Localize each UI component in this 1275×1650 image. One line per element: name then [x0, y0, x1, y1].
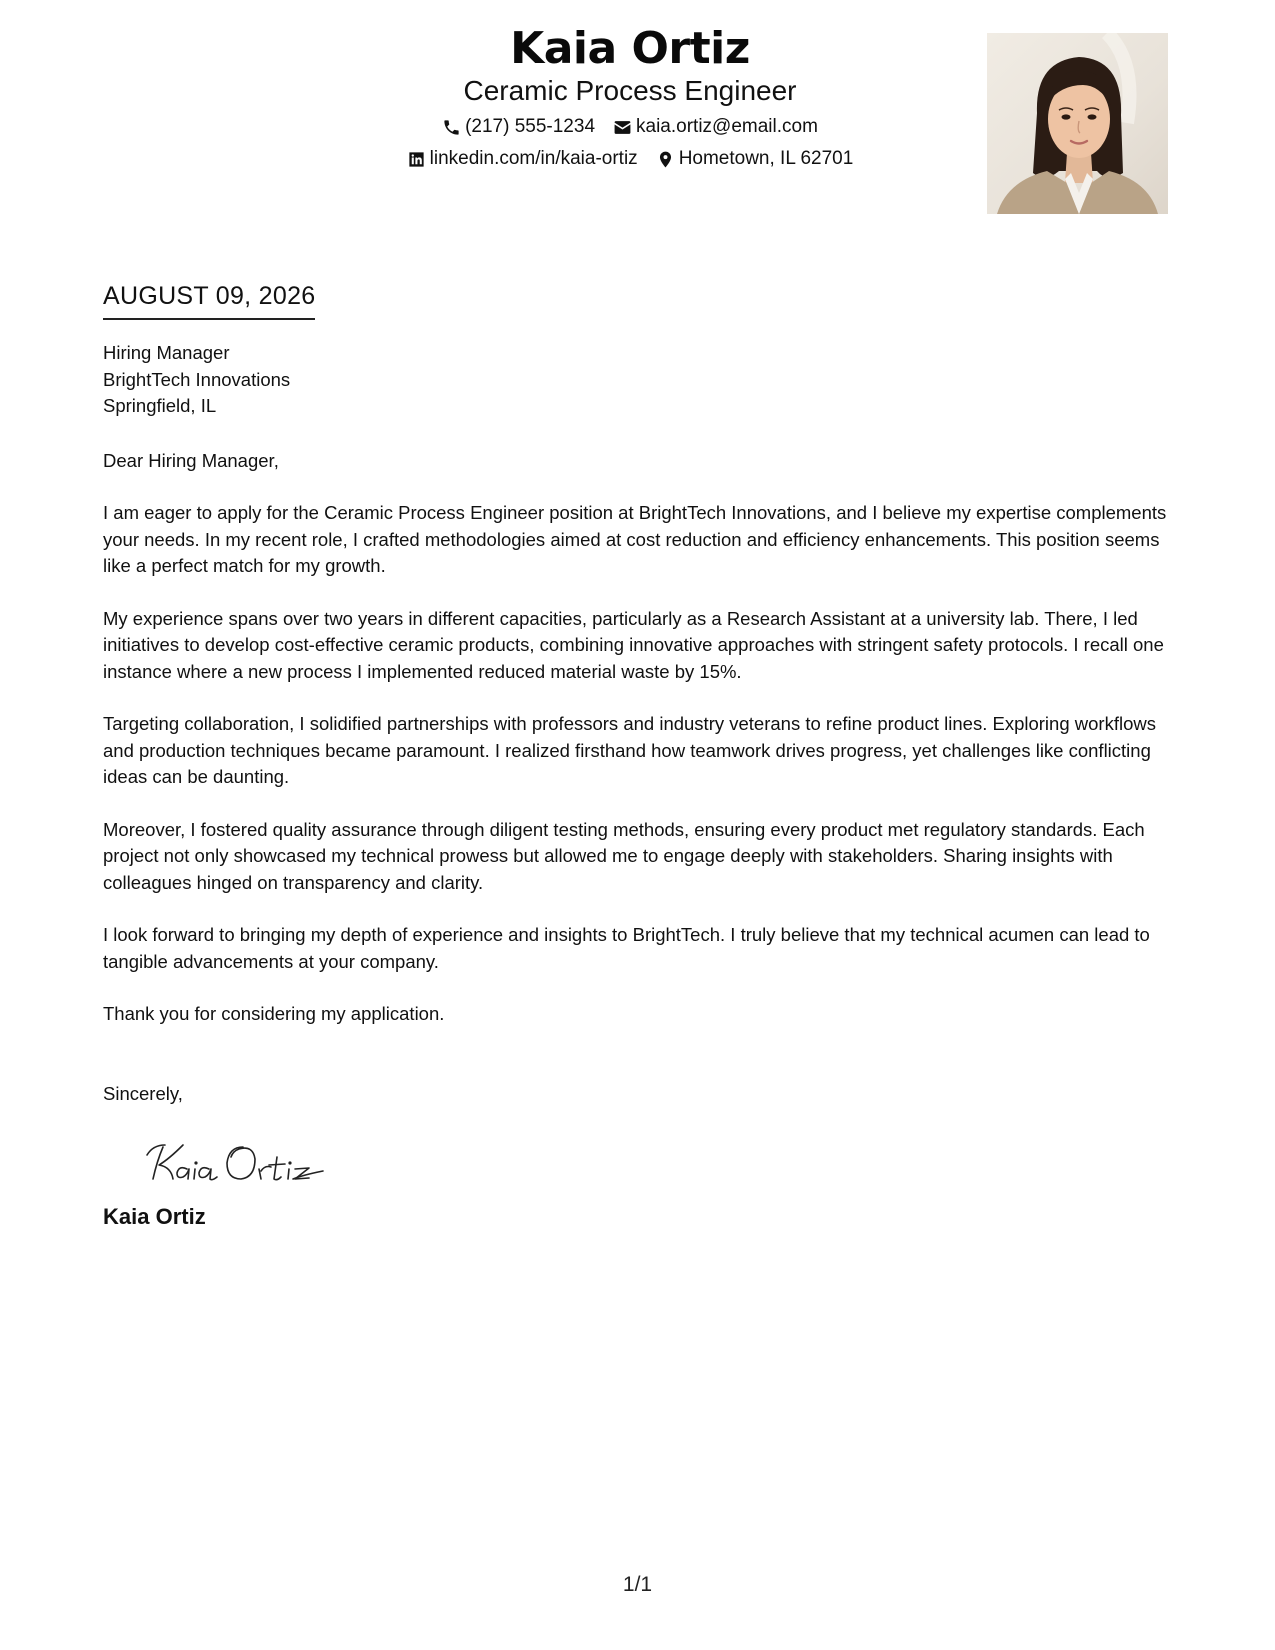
email-text: kaia.ortiz@email.com	[636, 116, 818, 137]
closing: Sincerely,	[103, 1082, 183, 1104]
recipient-block	[103, 340, 1178, 420]
body-paragraph: I am eager to apply for the Ceramic Process Engineer position at BrightTech Innovations, and I believe my expertise complements your needs. In my recent role, I crafted methodologies aimed at cost reduction and efficiency enhancements. This position seems like a perfect match for my growth.	[103, 502, 1167, 576]
recipient-company: BrightTech Innovations	[103, 368, 291, 390]
phone-text: (217) 555-1234	[465, 116, 596, 137]
body-paragraph: Targeting collaboration, I solidified partnerships with professors and industry veterans to refine product lines. Exploring workflows and production techniques became paramount. I realized firsthand how teamwork drives progress, yet challenges like conflicting ideas can be daunting.	[103, 713, 1156, 787]
body-paragraph: Thank you for considering my application.	[103, 1003, 445, 1024]
applicant-name: Kaia Ortiz	[510, 23, 750, 74]
contact-row-secondary	[300, 146, 960, 172]
map-pin-icon	[656, 150, 675, 169]
letter-header	[0, 0, 1275, 230]
contact-linkedin[interactable]	[407, 146, 638, 172]
letter-date: AUGUST 09, 2026	[103, 280, 315, 320]
page-number: 1/1	[622, 1573, 653, 1596]
location-text: Hometown, IL 62701	[678, 148, 854, 169]
recipient-location: Springfield, IL	[103, 395, 217, 416]
linkedin-text: linkedin.com/in/kaia-ortiz	[429, 148, 638, 169]
body-paragraph: Moreover, I fostered quality assurance through diligent testing methods, ensuring every product met regulatory standards. Each project not only showcased my technical prowess but allowed me to engage deeply with stakeholders. Sharing insights with colleagues hinged on transparency and clarity.	[103, 818, 1145, 893]
recipient-name: Hiring Manager	[103, 342, 230, 363]
letter-body	[103, 280, 1178, 1231]
envelope-icon	[613, 118, 632, 137]
contact-phone	[442, 114, 595, 140]
body-paragraph: I look forward to bringing my depth of experience and insights to BrightTech. I truly believe that my technical acumen can lead to tangible advancements at your company.	[103, 924, 1150, 972]
handwritten-signature	[143, 1135, 333, 1187]
contact-email[interactable]	[613, 114, 818, 140]
contact-location	[656, 146, 854, 172]
header-info	[300, 22, 960, 172]
linkedin-icon	[407, 150, 426, 169]
contact-row-primary	[300, 114, 960, 140]
signer-name: Kaia Ortiz	[103, 1204, 206, 1229]
phone-icon	[442, 118, 461, 137]
applicant-title: Ceramic Process Engineer	[463, 75, 797, 106]
profile-photo	[987, 33, 1168, 214]
body-paragraph: My experience spans over two years in different capacities, particularly as a Research Assistant at a university lab. There, I led initiatives to develop cost-effective ceramic products, combining innovative approaches with stringent safety protocols. I recall one instance where a new process I implemented reduced material waste by 15%.	[103, 607, 1164, 682]
salutation: Dear Hiring Manager,	[103, 449, 279, 471]
